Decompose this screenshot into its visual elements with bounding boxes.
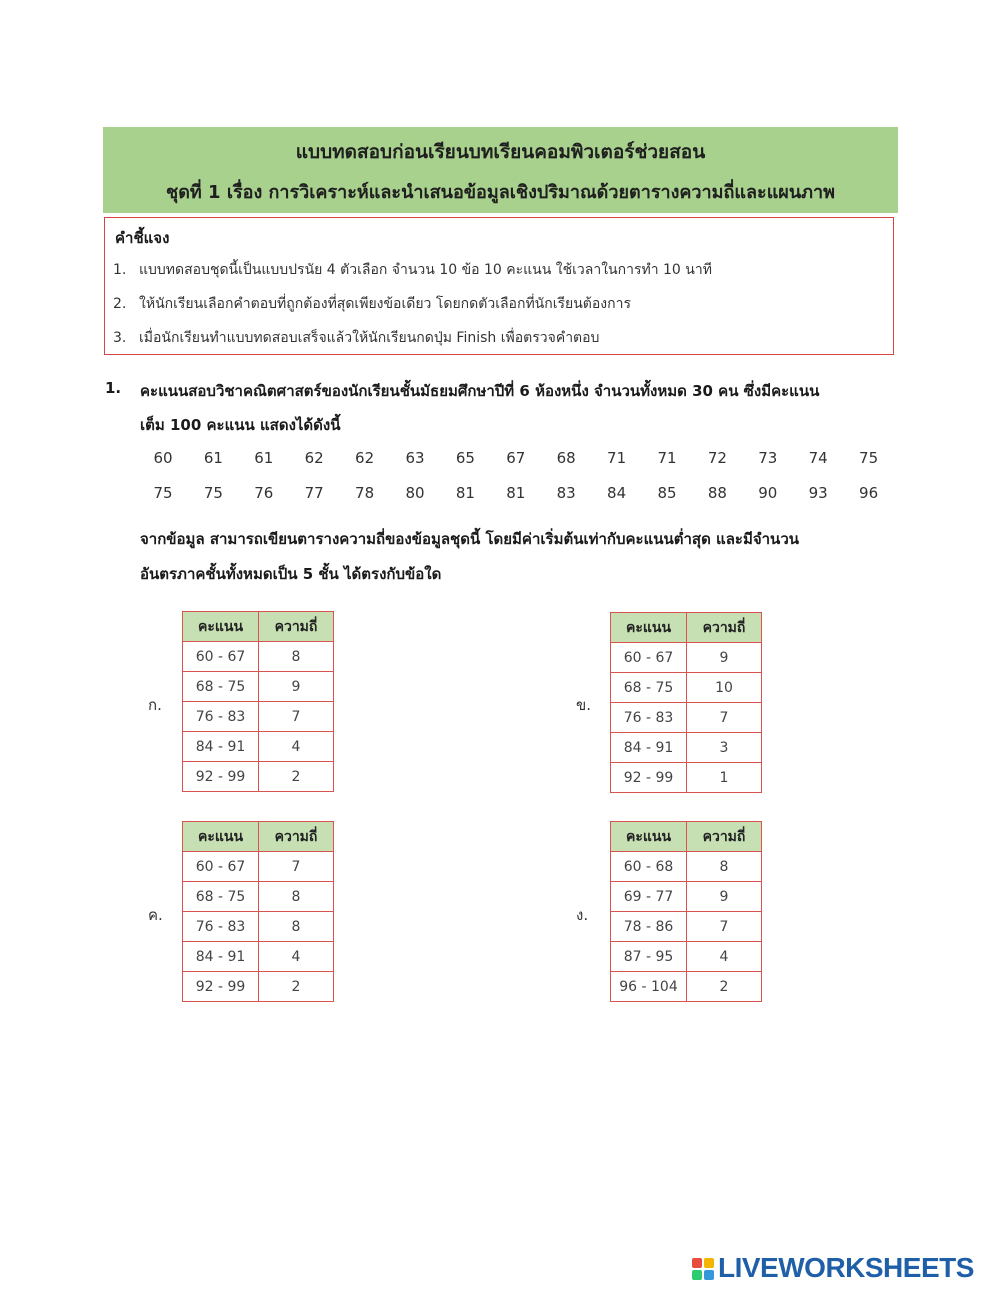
class-interval-cell: 92 - 99 [183,762,259,792]
score-value: 73 [758,449,778,467]
frequency-cell: 2 [687,972,762,1002]
table-row [611,703,762,733]
logo-icon [692,1258,714,1280]
header-subtitle: ชุดที่ 1 เรื่อง การวิเคราะห์และนำเสนอข้อมูลเชิงปริมาณด้วยตารางความถี่และแผนภาพ [165,182,835,203]
class-interval-cell: 84 - 91 [183,942,259,972]
question-text-line3: จากข้อมูล สามารถเขียนตารางความถี่ของข้อมูลชุดนี้ โดยมีค่าเริ่มต้นเท่ากับคะแนนต่ำสุด และมีจำนวน [140,530,799,548]
frequency-cell: 10 [687,673,762,703]
header-score: คะแนน [183,822,259,852]
table-row [611,643,762,673]
table-row [183,852,334,882]
instructions-title: คำชี้แจง [115,229,170,247]
option-a-label[interactable]: ก. [148,696,162,714]
instruction-number: 3. [113,330,127,346]
table-row [183,642,334,672]
score-value: 75 [203,484,223,502]
header-frequency: ความถี่ [259,822,334,852]
table-row [183,972,334,1002]
class-interval-cell: 68 - 75 [611,673,687,703]
frequency-cell: 9 [687,882,762,912]
header-score: คะแนน [183,612,259,642]
frequency-cell: 8 [259,642,334,672]
frequency-cell: 2 [259,762,334,792]
frequency-cell: 2 [259,972,334,1002]
scores-row-1 [143,449,883,473]
table-row [183,702,334,732]
frequency-cell: 7 [687,912,762,942]
option-c-label[interactable]: ค. [148,906,163,924]
score-value: 77 [304,484,324,502]
class-interval-cell: 76 - 83 [183,912,259,942]
score-value: 72 [707,449,727,467]
instruction-item [113,327,599,349]
score-value: 83 [556,484,576,502]
option-b-label[interactable]: ข. [576,696,592,714]
score-value: 67 [506,449,526,467]
option-d-label[interactable]: ง. [576,906,589,924]
class-interval-cell: 60 - 68 [611,852,687,882]
table-row [183,882,334,912]
option-a-table[interactable] [182,611,334,792]
question-text-line1: คะแนนสอบวิชาคณิตศาสตร์ของนักเรียนชั้นมัธยมศึกษาปีที่ 6 ห้องหนึ่ง จำนวนทั้งหมด 30 คน ซึ่งมีคะแนน [140,382,820,400]
class-interval-cell: 92 - 99 [611,763,687,793]
frequency-cell: 8 [687,852,762,882]
score-value: 61 [203,449,223,467]
table-row [183,912,334,942]
score-value: 65 [455,449,475,467]
table-row [611,763,762,793]
logo-square [704,1270,714,1280]
question-text-line4: อันตรภาคชั้นทั้งหมดเป็น 5 ชั้น ได้ตรงกับข้อใด [140,565,442,583]
table-row [611,912,762,942]
frequency-cell: 8 [259,882,334,912]
frequency-cell: 9 [259,672,334,702]
table-row [611,733,762,763]
header-frequency: ความถี่ [687,822,762,852]
table-row [611,942,762,972]
frequency-cell: 3 [687,733,762,763]
table-header-row [183,822,334,852]
frequency-cell: 1 [687,763,762,793]
score-value: 84 [607,484,627,502]
instruction-number: 2. [113,296,127,312]
class-interval-cell: 68 - 75 [183,882,259,912]
question-text-line2: เต็ม 100 คะแนน แสดงได้ดังนี้ [140,416,341,434]
header-score: คะแนน [611,822,687,852]
table-header-row [183,612,334,642]
option-d-table[interactable] [610,821,762,1002]
score-value: 76 [254,484,274,502]
score-value: 85 [657,484,677,502]
instructions-box [104,217,894,355]
score-value: 93 [808,484,828,502]
table-row [183,942,334,972]
score-value: 60 [153,449,173,467]
score-value: 78 [355,484,375,502]
table-row [183,762,334,792]
option-b-table[interactable] [610,612,762,793]
score-value: 88 [707,484,727,502]
table-row [611,673,762,703]
scores-row-2 [143,484,883,508]
frequency-cell: 4 [259,732,334,762]
score-value: 75 [153,484,173,502]
class-interval-cell: 76 - 83 [183,702,259,732]
instruction-text: ให้นักเรียนเลือกคำตอบที่ถูกต้องที่สุดเพียงข้อเดียว โดยกดตัวเลือกที่นักเรียนต้องการ [139,296,631,312]
class-interval-cell: 60 - 67 [183,852,259,882]
liveworksheets-logo [690,1252,990,1286]
class-interval-cell: 60 - 67 [183,642,259,672]
score-value: 75 [859,449,879,467]
class-interval-cell: 96 - 104 [611,972,687,1002]
class-interval-cell: 84 - 91 [611,733,687,763]
instruction-item [113,259,712,281]
score-value: 61 [254,449,274,467]
frequency-cell: 7 [259,852,334,882]
score-value: 68 [556,449,576,467]
class-interval-cell: 92 - 99 [183,972,259,1002]
logo-square [692,1270,702,1280]
frequency-cell: 7 [259,702,334,732]
score-value: 71 [657,449,677,467]
table-header-row [611,822,762,852]
logo-square [692,1258,702,1268]
class-interval-cell: 87 - 95 [611,942,687,972]
frequency-cell: 4 [259,942,334,972]
question-number: 1. [105,379,122,397]
score-value: 81 [506,484,526,502]
instruction-item [113,293,631,315]
instruction-text: แบบทดสอบชุดนี้เป็นแบบปรนัย 4 ตัวเลือก จำนวน 10 ข้อ 10 คะแนน ใช้เวลาในการทำ 10 นาที [139,262,712,278]
header-frequency: ความถี่ [687,613,762,643]
class-interval-cell: 78 - 86 [611,912,687,942]
page-header [103,127,898,213]
class-interval-cell: 76 - 83 [611,703,687,733]
score-value: 71 [607,449,627,467]
score-value: 62 [355,449,375,467]
score-value: 96 [859,484,879,502]
class-interval-cell: 84 - 91 [183,732,259,762]
table-header-row [611,613,762,643]
score-value: 90 [758,484,778,502]
table-row [183,672,334,702]
score-value: 81 [455,484,475,502]
logo-text: LIVEWORKSHEETS [718,1252,974,1283]
instruction-number: 1. [113,262,127,278]
score-value: 63 [405,449,425,467]
header-title: แบบทดสอบก่อนเรียนบทเรียนคอมพิวเตอร์ช่วยสอน [295,141,706,163]
score-value: 74 [808,449,828,467]
table-row [183,732,334,762]
class-interval-cell: 69 - 77 [611,882,687,912]
class-interval-cell: 68 - 75 [183,672,259,702]
score-value: 62 [304,449,324,467]
option-c-table[interactable] [182,821,334,1002]
frequency-cell: 4 [687,942,762,972]
header-frequency: ความถี่ [259,612,334,642]
header-score: คะแนน [611,613,687,643]
table-row [611,852,762,882]
frequency-cell: 9 [687,643,762,673]
logo-square [704,1258,714,1268]
frequency-cell: 7 [687,703,762,733]
score-value: 80 [405,484,425,502]
instruction-text: เมื่อนักเรียนทำแบบทดสอบเสร็จแล้วให้นักเรียนกดปุ่ม Finish เพื่อตรวจคำตอบ [139,330,600,346]
class-interval-cell: 60 - 67 [611,643,687,673]
table-row [611,882,762,912]
table-row [611,972,762,1002]
frequency-cell: 8 [259,912,334,942]
